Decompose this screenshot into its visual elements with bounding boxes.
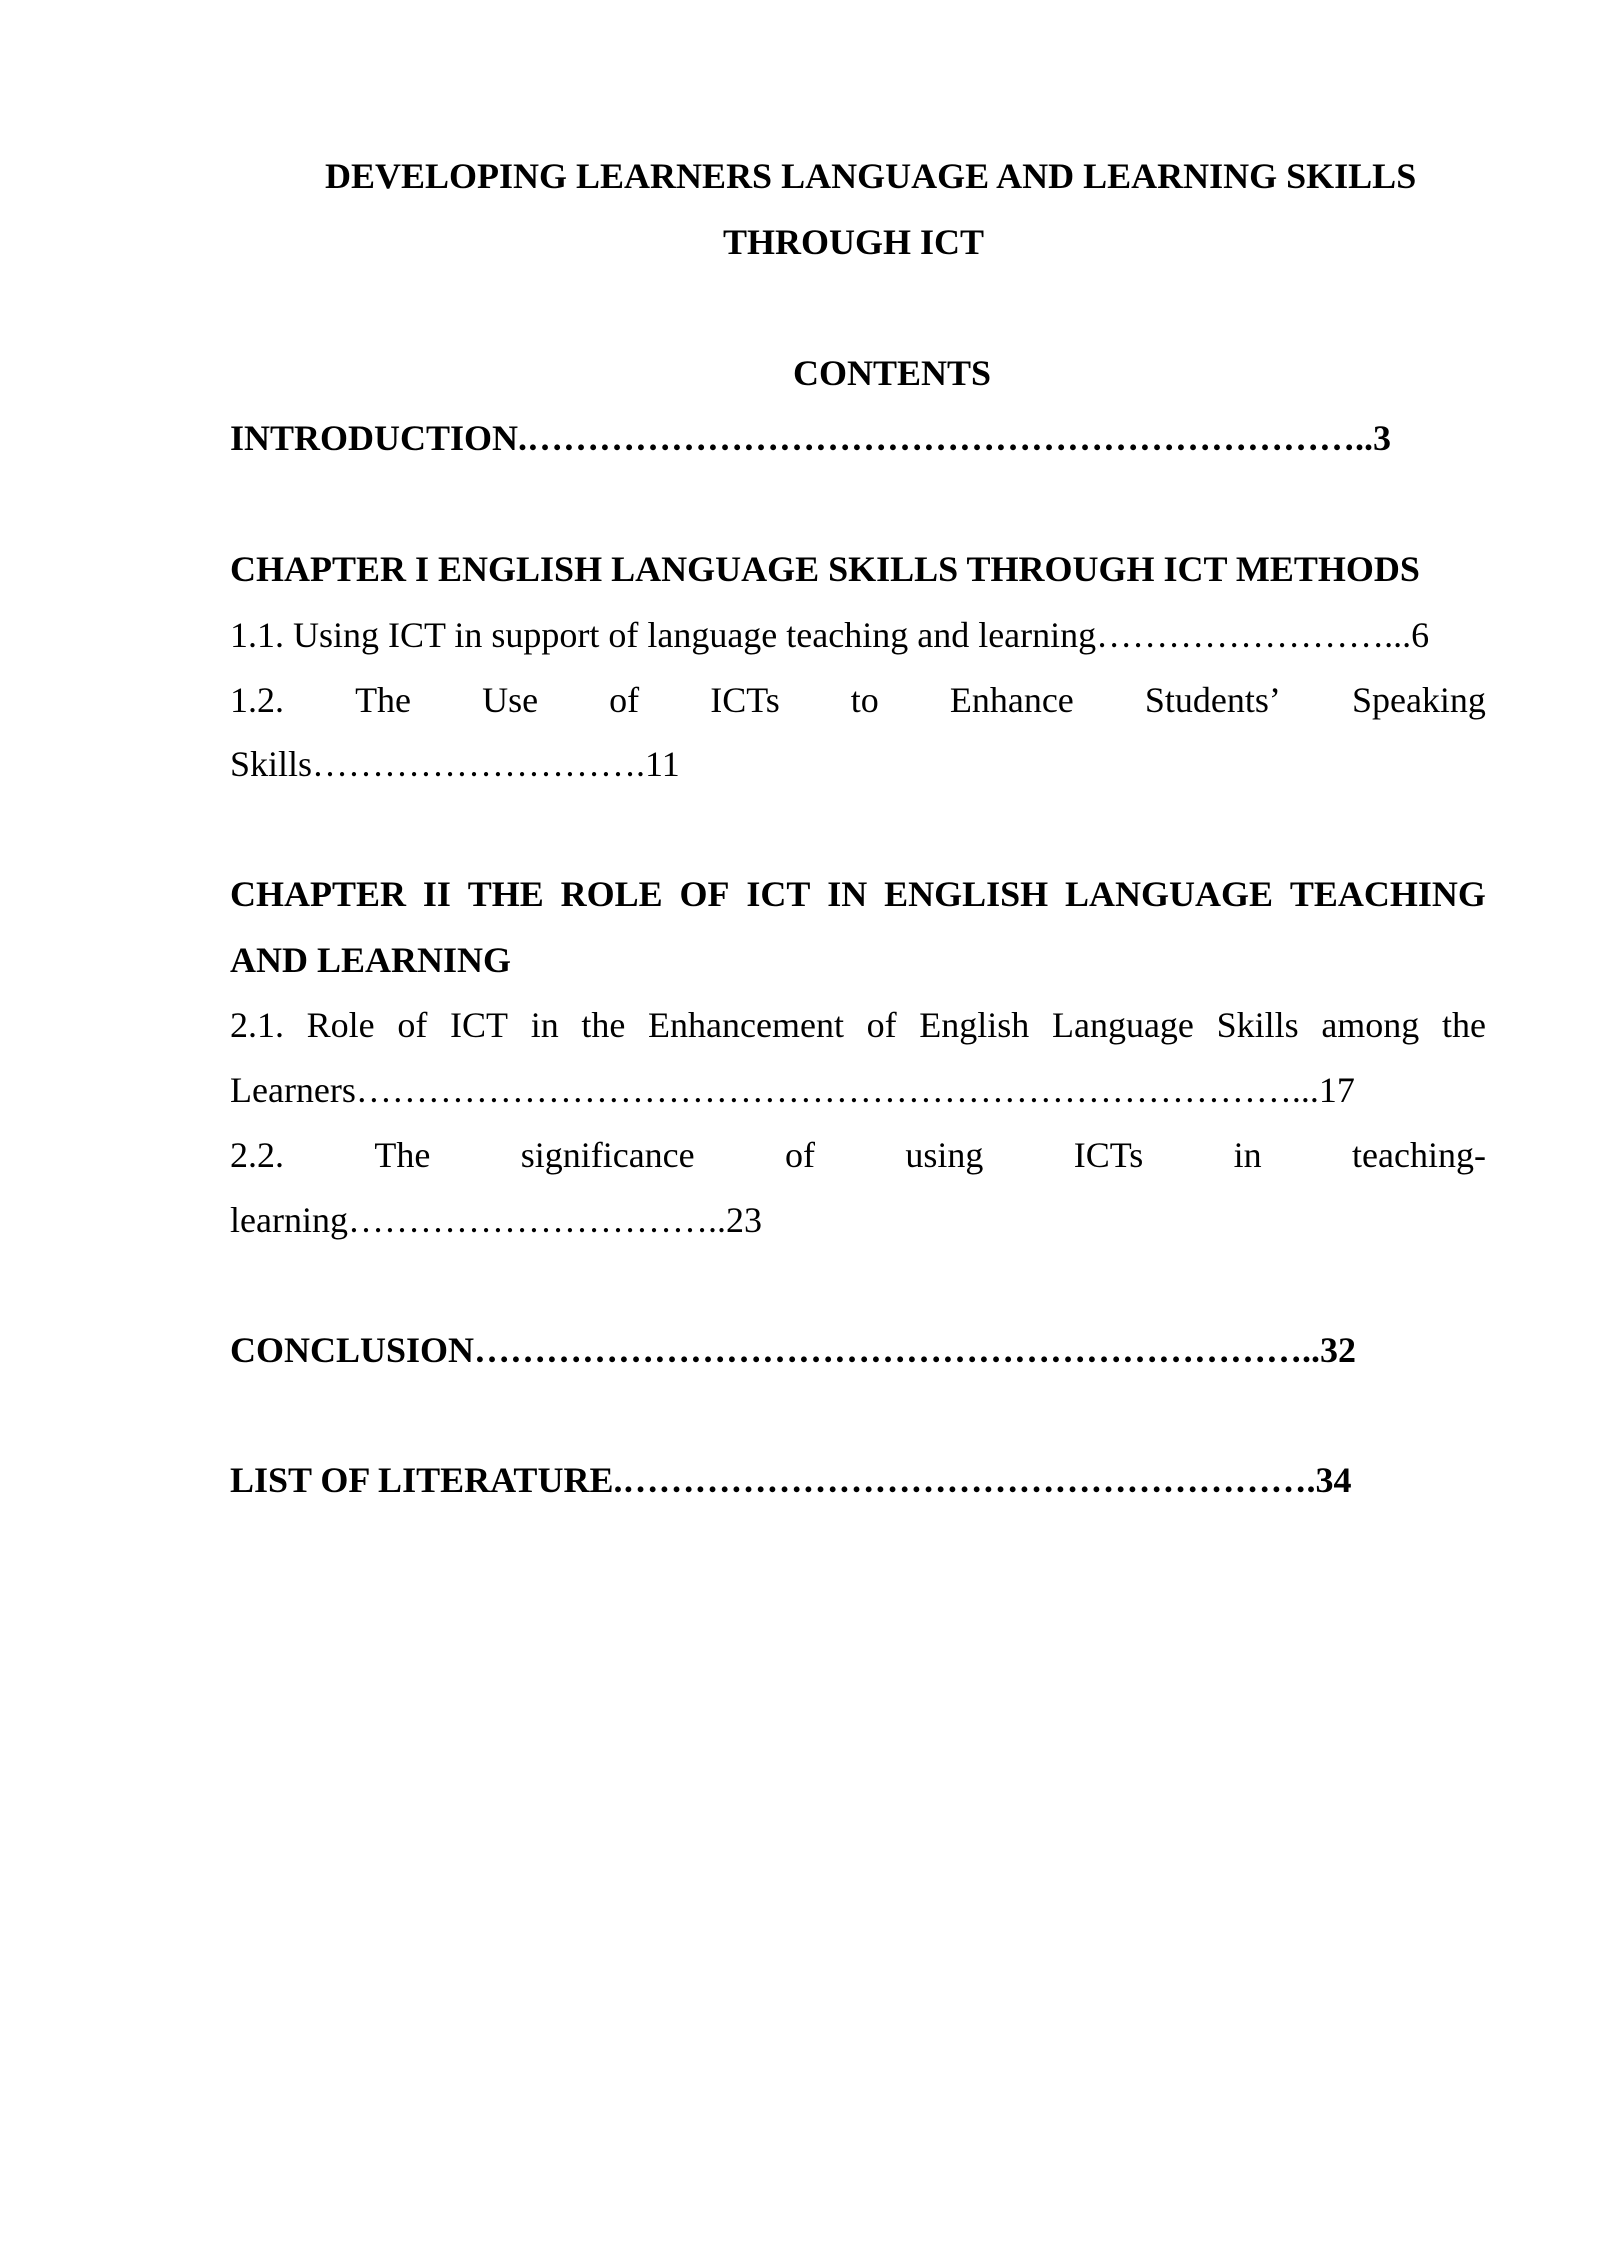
word: in [530, 1005, 559, 1045]
word: OF [679, 874, 730, 914]
word: ICTs [1073, 1135, 1144, 1175]
word: Enhance [949, 680, 1074, 720]
word: of [785, 1135, 816, 1175]
word: Use [482, 680, 539, 720]
toc-conclusion: CONCLUSION……………………………………………………………..32 [230, 1330, 1357, 1370]
word: ROLE [560, 874, 663, 914]
toc-item-2-2 [230, 1137, 1486, 1173]
word: using [905, 1135, 984, 1175]
word: 2.2. [230, 1135, 284, 1175]
document-title-line1: DEVELOPING LEARNERS LANGUAGE AND LEARNING SKILLS [325, 156, 1417, 196]
word: II [422, 874, 451, 914]
word: ENGLISH [884, 874, 1049, 914]
word: teaching- [1352, 1135, 1486, 1175]
word: among [1321, 1005, 1420, 1045]
word: Students’ [1144, 680, 1281, 720]
toc-item-2-2-continued: learning…………………………..23 [230, 1200, 762, 1240]
word: Skills [1216, 1005, 1299, 1045]
word: in [1233, 1135, 1262, 1175]
document-page [230, 0, 1486, 2262]
toc-item-2-1-continued: Learners……………………………………………………………………...17 [230, 1070, 1355, 1110]
word: LANGUAGE [1064, 874, 1273, 914]
toc-list-of-literature: LIST OF LITERATURE.………………………………………………….34 [230, 1460, 1352, 1500]
word: English [919, 1005, 1030, 1045]
toc-item-1-2 [230, 682, 1486, 718]
word: Speaking [1351, 680, 1486, 720]
word: 2.1. [230, 1005, 284, 1045]
word: Enhancement [648, 1005, 844, 1045]
word: THE [467, 874, 544, 914]
word: Language [1051, 1005, 1194, 1045]
word: significance [520, 1135, 695, 1175]
word: of [609, 680, 640, 720]
contents-heading: CONTENTS [793, 353, 992, 393]
word: 1.2. [230, 680, 284, 720]
toc-item-1-1: 1.1. Using ICT in support of language teaching and learning……………………...6 [230, 615, 1430, 655]
toc-item-2-1 [230, 1007, 1486, 1043]
word: The [374, 1135, 431, 1175]
document-title-line2: THROUGH ICT [723, 222, 985, 262]
toc-introduction: INTRODUCTION.……………………………………………………………..3 [230, 418, 1392, 458]
word: CHAPTER [230, 874, 407, 914]
word: ICT [450, 1005, 509, 1045]
word: of [866, 1005, 897, 1045]
word: ICTs [710, 680, 780, 720]
word: the [581, 1005, 626, 1045]
word: Role [306, 1005, 375, 1045]
toc-item-1-2-continued: Skills……………………….11 [230, 744, 680, 784]
word: to [850, 680, 879, 720]
word: TEACHING [1289, 874, 1486, 914]
word: of [397, 1005, 428, 1045]
chapter2-heading-continued: AND LEARNING [230, 940, 512, 980]
word: ICT [746, 874, 811, 914]
chapter2-heading [230, 876, 1486, 912]
word: The [355, 680, 412, 720]
word: the [1441, 1005, 1486, 1045]
word: IN [827, 874, 868, 914]
chapter1-heading: CHAPTER I ENGLISH LANGUAGE SKILLS THROUGH ICT METHODS [230, 549, 1420, 589]
